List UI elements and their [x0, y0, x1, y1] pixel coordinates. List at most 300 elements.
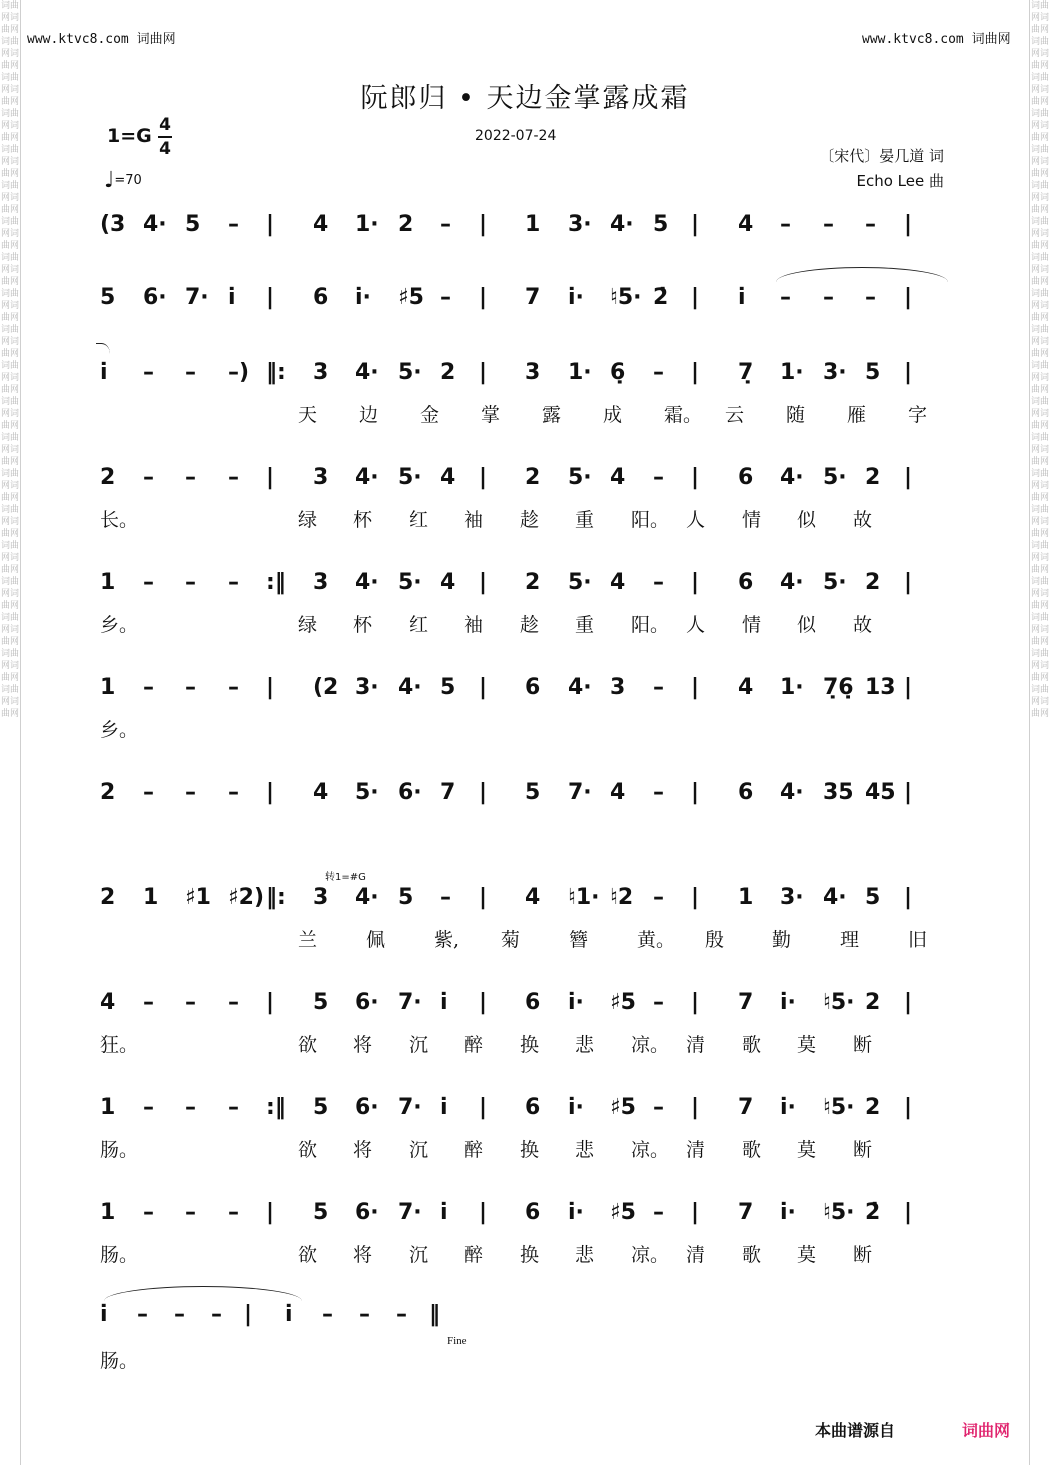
note: (2 — [313, 675, 339, 700]
note: i̇ — [440, 1095, 448, 1120]
note: – — [228, 570, 239, 595]
note: – — [185, 780, 196, 805]
lyric-syllable: 人 — [686, 614, 706, 636]
lyric-syllable: 清 — [686, 1034, 706, 1056]
tempo-marking — [104, 168, 142, 193]
note: 2 — [865, 1095, 881, 1120]
date-label: 2022-07-24 — [475, 128, 557, 144]
barline: ‖: — [266, 360, 286, 385]
note: 1 — [100, 675, 116, 700]
note: 5 — [313, 990, 329, 1015]
note: 5 — [865, 360, 881, 385]
note: i̇· — [568, 1200, 584, 1225]
barline: | — [479, 570, 488, 595]
barline: | — [691, 285, 700, 310]
note: 1· — [780, 675, 804, 700]
barline: ‖: — [266, 885, 286, 910]
lyric-syllable: 醉 — [464, 1034, 484, 1056]
note: ♮5· — [610, 285, 642, 310]
note: ♮5· — [823, 1095, 855, 1120]
modulation-marking: 转1=#G — [325, 872, 366, 883]
note: 6̣ — [610, 360, 626, 385]
note: 6 — [738, 780, 754, 805]
barline: | — [691, 885, 700, 910]
note: – — [143, 990, 154, 1015]
note: ♮5· — [823, 1200, 855, 1225]
note: 5 — [100, 285, 116, 310]
note: 7 — [738, 1200, 754, 1225]
note: – — [653, 360, 664, 385]
lyric-syllable: 断 — [853, 1034, 873, 1056]
note: – — [359, 1302, 370, 1327]
barline: | — [266, 212, 275, 237]
note: – — [228, 990, 239, 1015]
note: – — [780, 285, 791, 310]
note: – — [228, 212, 239, 237]
lyric-syllable: 悲 — [575, 1244, 595, 1266]
note: 35 — [823, 780, 854, 805]
note: 6 — [738, 465, 754, 490]
lyric-syllable: 似 — [797, 614, 817, 636]
lyric-syllable: 肠。 — [100, 1139, 139, 1161]
lyric-syllable: 清 — [686, 1139, 706, 1161]
note: 3· — [568, 212, 592, 237]
lyric-syllable: 沉 — [409, 1139, 429, 1161]
lyric-syllable: 沉 — [409, 1034, 429, 1056]
note: 2 — [525, 465, 541, 490]
note: – — [823, 212, 834, 237]
note: i̇· — [355, 285, 371, 310]
note: 5 — [525, 780, 541, 805]
note: – — [653, 1200, 664, 1225]
note: – — [185, 570, 196, 595]
barline: | — [479, 780, 488, 805]
note: 7 — [440, 780, 456, 805]
note: 4· — [610, 212, 634, 237]
lyric-syllable: 阳。 — [631, 614, 670, 636]
note: 2 — [440, 360, 456, 385]
lyric-syllable: 佩 — [366, 929, 386, 951]
note: ♯1 — [185, 885, 211, 910]
left-watermark-strip: 词曲网词曲网词曲网词曲网词曲网词曲网词曲网词曲网词曲网词曲网词曲网词曲网词曲网词曲网词曲网词曲网词曲网词曲网词曲网词曲网词曲网词曲网词曲网词曲网词曲网词曲网词曲网词曲网词曲网词曲网词曲网词曲网词曲网词曲网词曲网词曲网词曲网词曲网词曲网词曲网 — [0, 0, 21, 1465]
note: 5· — [823, 570, 847, 595]
lyric-syllable: 绿 — [298, 614, 318, 636]
note: 1· — [568, 360, 592, 385]
lyric-syllable: 随 — [786, 404, 806, 426]
note: i̇ — [100, 360, 108, 385]
lyric-syllable: 醉 — [464, 1244, 484, 1266]
barline: :‖ — [266, 1095, 286, 1120]
note: ♮2 — [610, 885, 634, 910]
note: 2 — [398, 212, 414, 237]
note: – — [174, 1302, 185, 1327]
barline: | — [904, 1095, 913, 1120]
lyric-syllable: 重 — [575, 614, 595, 636]
note: 7 — [738, 1095, 754, 1120]
note: i̇ — [285, 1302, 293, 1327]
barline: | — [266, 285, 275, 310]
note: 4· — [823, 885, 847, 910]
lyric-syllable: 莫 — [797, 1034, 817, 1056]
note: 7· — [568, 780, 592, 805]
note: 4· — [143, 212, 167, 237]
lyrics-line — [100, 610, 950, 638]
note: 5 — [313, 1200, 329, 1225]
key-signature: 1=G — [107, 125, 152, 147]
note: 45 — [865, 780, 896, 805]
lyrics-line — [100, 1135, 950, 1163]
note: – — [228, 1200, 239, 1225]
lyric-syllable: 红 — [409, 509, 429, 531]
note: 4· — [355, 885, 379, 910]
note: 5 — [865, 885, 881, 910]
lyric-syllable: 簪 — [569, 929, 589, 951]
barline: | — [244, 1302, 253, 1327]
barline: | — [479, 212, 488, 237]
note: i̇ — [738, 285, 746, 310]
lyric-syllable: 金 — [420, 404, 440, 426]
tie-arc — [776, 267, 948, 282]
note: – — [653, 780, 664, 805]
lyric-syllable: 人 — [686, 509, 706, 531]
barline: | — [904, 780, 913, 805]
note: 2 — [865, 570, 881, 595]
note: 5· — [568, 465, 592, 490]
lyric-syllable: 天 — [298, 404, 318, 426]
note: 6 — [738, 570, 754, 595]
lyric-syllable: 醉 — [464, 1139, 484, 1161]
lyric-syllable: 杯 — [353, 509, 373, 531]
lyric-syllable: 殷 — [705, 929, 725, 951]
barline: | — [691, 675, 700, 700]
lyric-syllable: 云 — [725, 404, 745, 426]
lyric-syllable: 兰 — [298, 929, 318, 951]
note: 1· — [780, 360, 804, 385]
note: 5· — [398, 570, 422, 595]
lyric-syllable: 边 — [359, 404, 379, 426]
note: – — [143, 570, 154, 595]
lyric-syllable: 莫 — [797, 1139, 817, 1161]
note: 4· — [780, 570, 804, 595]
barline: | — [904, 212, 913, 237]
note: ♯5 — [610, 1095, 636, 1120]
lyric-syllable: 悲 — [575, 1034, 595, 1056]
barline: | — [904, 360, 913, 385]
note: 7̣ — [738, 360, 754, 385]
lyric-syllable: 凉。 — [631, 1139, 670, 1161]
note: – — [440, 212, 451, 237]
note: – — [653, 465, 664, 490]
barline: | — [691, 1095, 700, 1120]
time-sig-bottom: 4 — [159, 139, 171, 159]
note: 7 — [738, 990, 754, 1015]
barline: | — [266, 465, 275, 490]
barline: | — [479, 360, 488, 385]
lyric-syllable: 沉 — [409, 1244, 429, 1266]
composer-credit: Echo Lee 曲 — [856, 172, 944, 190]
note: 4 — [738, 675, 754, 700]
note: – — [653, 990, 664, 1015]
lyric-syllable: 似 — [797, 509, 817, 531]
note: 3· — [823, 360, 847, 385]
lyric-syllable: 悲 — [575, 1139, 595, 1161]
lyric-syllable: 凉。 — [631, 1034, 670, 1056]
note: 1· — [355, 212, 379, 237]
note: – — [780, 212, 791, 237]
lyric-syllable: 长。 — [100, 509, 139, 531]
note: 7· — [398, 1200, 422, 1225]
barline: | — [904, 570, 913, 595]
note: 2 — [865, 465, 881, 490]
lyric-syllable: 趁 — [520, 509, 540, 531]
note: – — [653, 675, 664, 700]
barline: | — [691, 990, 700, 1015]
note: 4 — [100, 990, 116, 1015]
note: 1 — [100, 1200, 116, 1225]
barline: | — [479, 465, 488, 490]
note: i̇ — [440, 990, 448, 1015]
note: ♮5· — [823, 990, 855, 1015]
note: 6 — [525, 990, 541, 1015]
footer-source: 本曲谱源自 — [815, 1421, 896, 1440]
note: – — [185, 465, 196, 490]
note: i̇ — [100, 1302, 108, 1327]
note: – — [396, 1302, 407, 1327]
barline: | — [904, 285, 913, 310]
lyric-syllable: 紫, — [434, 929, 460, 951]
note: 5 — [653, 212, 669, 237]
note: 6· — [355, 1095, 379, 1120]
time-sig-top: 4 — [159, 115, 171, 135]
lyrics-line — [100, 1030, 950, 1058]
note: 4· — [355, 570, 379, 595]
note: 1 — [100, 1095, 116, 1120]
note: 7· — [398, 990, 422, 1015]
lyric-syllable: 故 — [853, 614, 873, 636]
lyric-syllable: 故 — [853, 509, 873, 531]
note: 1 — [738, 885, 754, 910]
note: 1 — [525, 212, 541, 237]
note: 6 — [525, 1095, 541, 1120]
fine-marking: Fine — [447, 1335, 467, 1347]
barline: | — [479, 885, 488, 910]
lyrics-line — [100, 1346, 950, 1374]
song-title: 阮郎归 • 天边金掌露成霜 — [360, 83, 690, 114]
lyric-syllable: 歌 — [742, 1139, 762, 1161]
lyric-syllable: 情 — [742, 509, 762, 531]
site-header-left[interactable]: www.ktvc8.com 词曲网 — [27, 32, 176, 47]
note: ♯5 — [610, 1200, 636, 1225]
lyric-syllable: 断 — [853, 1139, 873, 1161]
barline: | — [479, 675, 488, 700]
note: 6 — [525, 1200, 541, 1225]
note: 1 — [143, 885, 159, 910]
note: 4· — [398, 675, 422, 700]
note: 4 — [738, 212, 754, 237]
note: – — [228, 675, 239, 700]
barline: | — [904, 1200, 913, 1225]
lyric-syllable: 勤 — [772, 929, 792, 951]
barline: | — [904, 885, 913, 910]
note: – — [185, 1200, 196, 1225]
barline: | — [266, 1200, 275, 1225]
note: 3 — [313, 360, 329, 385]
note: 2̇ — [865, 1200, 881, 1225]
note: 6· — [398, 780, 422, 805]
note: 4· — [568, 675, 592, 700]
note: 5· — [355, 780, 379, 805]
barline: | — [266, 675, 275, 700]
lyric-syllable: 趁 — [520, 614, 540, 636]
note: ♯5 — [610, 990, 636, 1015]
lyric-syllable: 将 — [353, 1034, 373, 1056]
note: – — [228, 1095, 239, 1120]
note: – — [228, 465, 239, 490]
note: 6 — [313, 285, 329, 310]
lyric-syllable: 掌 — [481, 404, 501, 426]
note: i̇· — [780, 1095, 796, 1120]
lyric-syllable: 杯 — [353, 614, 373, 636]
note: – — [185, 1095, 196, 1120]
lyric-syllable: 乡。 — [100, 614, 139, 636]
notation-line — [100, 780, 950, 830]
note: ♯5 — [398, 285, 424, 310]
note: i̇· — [568, 1095, 584, 1120]
lyrics-line — [100, 400, 950, 428]
barline: | — [266, 990, 275, 1015]
note: 2 — [865, 990, 881, 1015]
note: 3· — [355, 675, 379, 700]
note: – — [143, 675, 154, 700]
barline: | — [904, 465, 913, 490]
note: – — [228, 780, 239, 805]
lyrics-line — [100, 1240, 950, 1268]
lyric-syllable: 绿 — [298, 509, 318, 531]
lyric-syllable: 断 — [853, 1244, 873, 1266]
notation-line — [100, 1302, 950, 1352]
lyric-syllable: 袖 — [464, 509, 484, 531]
barline: | — [691, 360, 700, 385]
lyric-syllable: 阳。 — [631, 509, 670, 531]
note: 4 — [525, 885, 541, 910]
barline: | — [691, 212, 700, 237]
note: i̇· — [780, 1200, 796, 1225]
note: 7· — [185, 285, 209, 310]
note: 6· — [355, 1200, 379, 1225]
note: 2̇ — [653, 285, 669, 310]
tie-arc-final — [104, 1286, 302, 1301]
note: 6· — [355, 990, 379, 1015]
note: 4· — [355, 360, 379, 385]
note: 4 — [440, 570, 456, 595]
footer-brand-link[interactable]: 词曲网 — [962, 1421, 1011, 1440]
note: – — [653, 570, 664, 595]
right-watermark-strip: 词曲网词曲网词曲网词曲网词曲网词曲网词曲网词曲网词曲网词曲网词曲网词曲网词曲网词曲网词曲网词曲网词曲网词曲网词曲网词曲网词曲网词曲网词曲网词曲网词曲网词曲网词曲网词曲网词曲网词曲网词曲网词曲网词曲网词曲网词曲网词曲网词曲网词曲网词曲网词曲网 — [1029, 0, 1050, 1465]
lyric-syllable: 莫 — [797, 1244, 817, 1266]
note: 4 — [313, 780, 329, 805]
lyric-syllable: 袖 — [464, 614, 484, 636]
lyric-syllable: 字 — [908, 404, 928, 426]
note: 4 — [610, 465, 626, 490]
note: 5· — [568, 570, 592, 595]
note: 7 — [525, 285, 541, 310]
note: – — [185, 675, 196, 700]
lyric-syllable: 重 — [575, 509, 595, 531]
note: 5· — [398, 465, 422, 490]
note: i̇· — [568, 990, 584, 1015]
lyric-syllable: 欲 — [298, 1244, 318, 1266]
lyric-syllable: 欲 — [298, 1034, 318, 1056]
lyric-syllable: 将 — [353, 1139, 373, 1161]
lyric-syllable: 雁 — [847, 404, 867, 426]
note: 3 — [313, 570, 329, 595]
note: – — [322, 1302, 333, 1327]
barline: | — [479, 1095, 488, 1120]
note: – — [143, 780, 154, 805]
lyric-syllable: 将 — [353, 1244, 373, 1266]
barline: | — [479, 1200, 488, 1225]
note: (3 — [100, 212, 126, 237]
quarter-note-icon: ♩ — [104, 168, 115, 193]
note: 4 — [610, 780, 626, 805]
note: ♮1· — [568, 885, 600, 910]
note: i̇ — [440, 1200, 448, 1225]
note: 2 — [100, 465, 116, 490]
notation-line — [100, 285, 950, 335]
lyric-syllable: 狂。 — [100, 1034, 139, 1056]
lyric-syllable: 换 — [520, 1139, 540, 1161]
site-header-right[interactable]: www.ktvc8.com 词曲网 — [862, 32, 1011, 47]
note: – — [143, 465, 154, 490]
barline: | — [904, 675, 913, 700]
note: 5 — [313, 1095, 329, 1120]
note: 13 — [865, 675, 896, 700]
lyric-syllable: 欲 — [298, 1139, 318, 1161]
note: – — [143, 1095, 154, 1120]
barline: :‖ — [266, 570, 286, 595]
tempo-value: =70 — [114, 173, 142, 188]
note: 5 — [398, 885, 414, 910]
lyric-syllable: 肠。 — [100, 1244, 139, 1266]
barline: | — [479, 285, 488, 310]
barline: ‖ — [429, 1302, 440, 1327]
note: 4· — [780, 780, 804, 805]
note: i̇ — [228, 285, 236, 310]
time-signature — [158, 115, 172, 159]
note: – — [653, 1095, 664, 1120]
note: – — [440, 285, 451, 310]
lyric-syllable: 情 — [742, 614, 762, 636]
note: – — [137, 1302, 148, 1327]
note: i̇· — [780, 990, 796, 1015]
note: 4· — [355, 465, 379, 490]
note: 7̣6̣ — [823, 675, 854, 700]
note: 5· — [398, 360, 422, 385]
lyric-syllable: 乡。 — [100, 719, 139, 741]
barline: | — [479, 990, 488, 1015]
lyric-syllable: 红 — [409, 614, 429, 636]
note: –) — [228, 360, 250, 385]
barline: | — [691, 1200, 700, 1225]
note: 5· — [823, 465, 847, 490]
note: 2 — [100, 780, 116, 805]
note: 5 — [185, 212, 201, 237]
note: 3 — [525, 360, 541, 385]
note: 6· — [143, 285, 167, 310]
note: 3 — [313, 465, 329, 490]
note: – — [211, 1302, 222, 1327]
note: – — [865, 212, 876, 237]
